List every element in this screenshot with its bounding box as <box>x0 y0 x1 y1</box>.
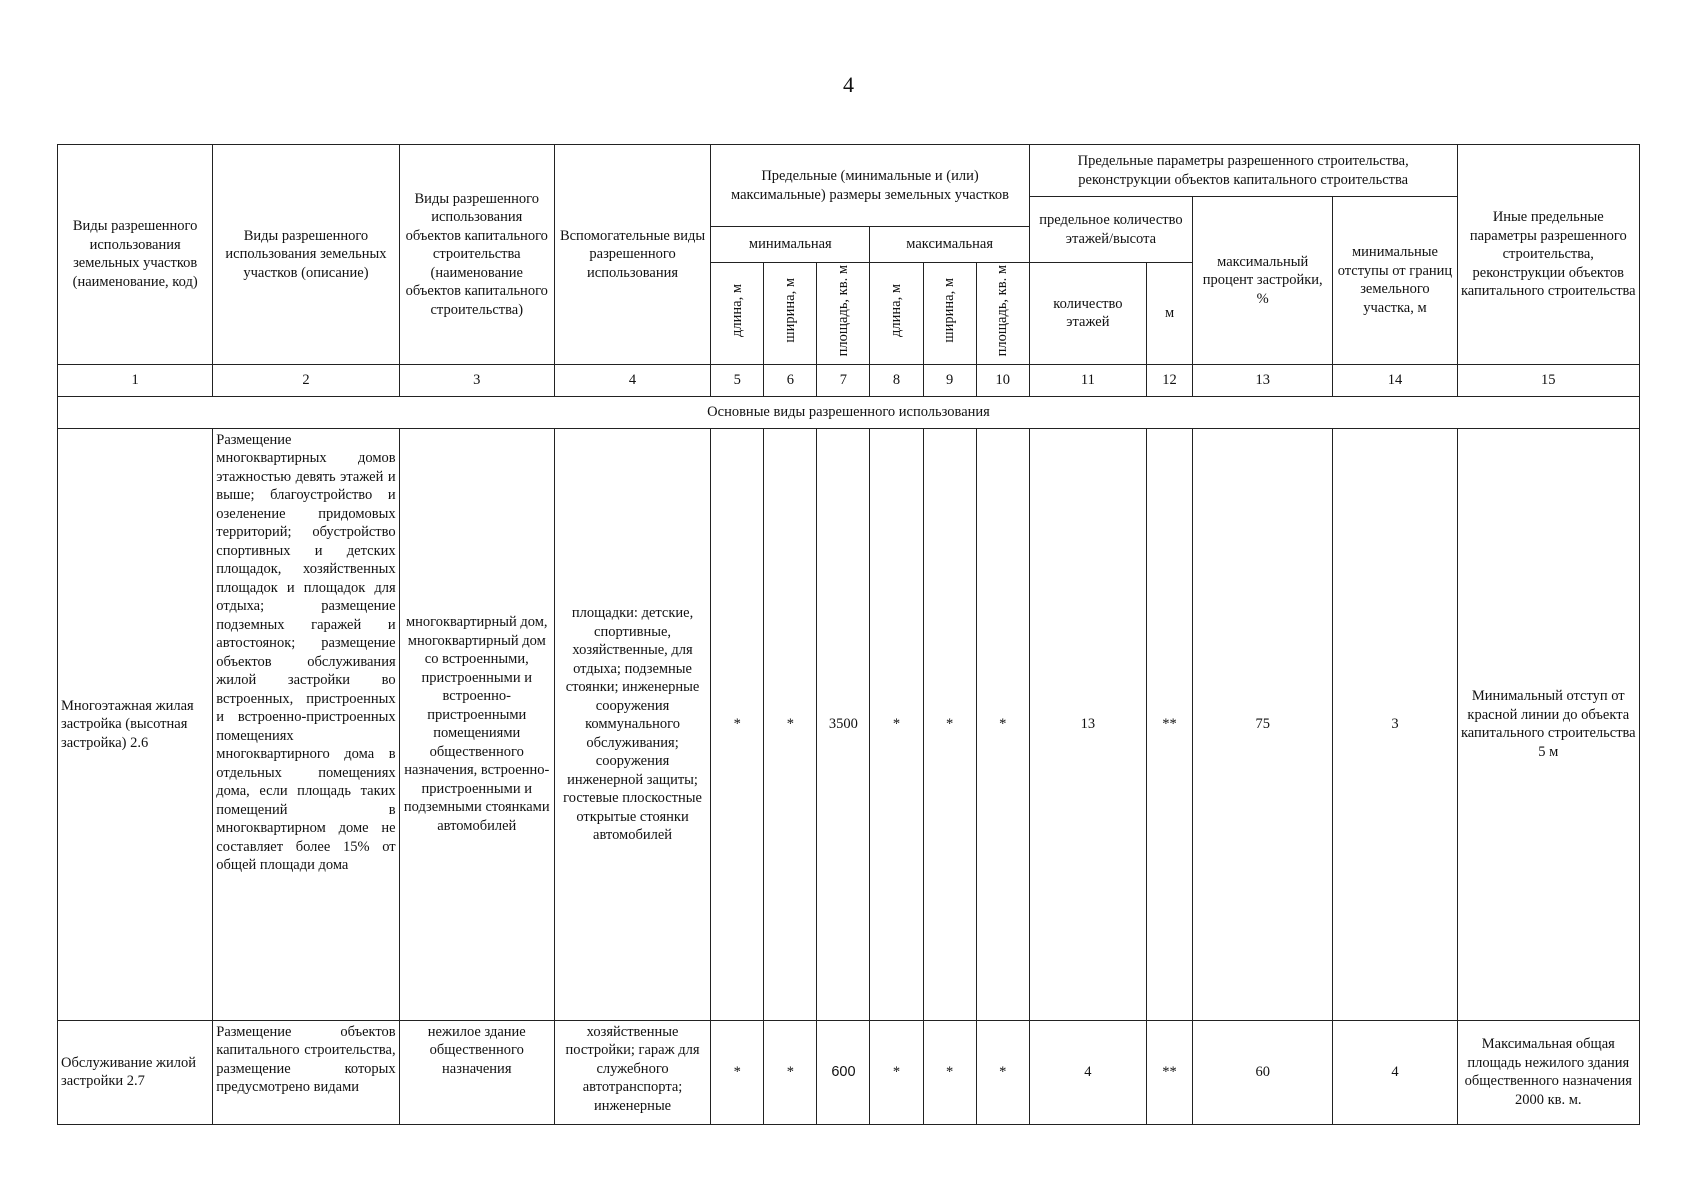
column-number: 9 <box>923 364 976 396</box>
max-area: * <box>976 1020 1029 1124</box>
max-build-percent: 60 <box>1193 1020 1333 1124</box>
header-meters: м <box>1147 263 1193 365</box>
height-meters: ** <box>1147 428 1193 1020</box>
max-build-percent: 75 <box>1193 428 1333 1020</box>
header-capital-objects: Виды разрешенного использования объектов капитального строительства (наименование объектов капитального строительства) <box>399 145 554 365</box>
header-floors-count: количество этажей <box>1029 263 1146 365</box>
column-number: 5 <box>711 364 764 396</box>
column-number: 3 <box>399 364 554 396</box>
column-number: 12 <box>1147 364 1193 396</box>
column-number: 8 <box>870 364 923 396</box>
min-length: * <box>711 1020 764 1124</box>
column-number: 13 <box>1193 364 1333 396</box>
header-max-area: площадь, кв. м <box>976 263 1029 365</box>
use-description: Размещение объектов капитального строительства, размещение которых предусмотрено видами <box>213 1020 399 1124</box>
column-number: 4 <box>554 364 710 396</box>
min-length: * <box>711 428 764 1020</box>
max-length: * <box>870 1020 923 1124</box>
use-type-name: Обслуживание жилой застройки 2.7 <box>58 1020 213 1124</box>
table-row <box>58 428 1640 1020</box>
header-min-area: площадь, кв. м <box>817 263 870 365</box>
max-area: * <box>976 428 1029 1020</box>
header-max-width: ширина, м <box>923 263 976 365</box>
column-numbers-row <box>58 364 1640 396</box>
column-number: 7 <box>817 364 870 396</box>
min-setback: 3 <box>1333 428 1457 1020</box>
header-minimum: минимальная <box>711 227 870 263</box>
floors-count: 4 <box>1029 1020 1146 1124</box>
use-type-name: Многоэтажная жилая застройка (высотная застройка) 2.6 <box>58 428 213 1020</box>
min-area: 600 <box>817 1020 870 1124</box>
header-use-type: Виды разрешенного использования земельных участков (наименование, код) <box>58 145 213 365</box>
floors-count: 13 <box>1029 428 1146 1020</box>
capital-objects: многоквартирный дом, многоквартирный дом со встроенными, пристроенными и встроенно-пристроенными помещениями общественного назначения, встроенно-пристроенными и подземными стоянками автомобилей <box>399 428 554 1020</box>
min-width: * <box>764 428 817 1020</box>
other-params: Максимальная общая площадь нежилого здания общественного назначения 2000 кв. м. <box>1457 1020 1639 1124</box>
other-params: Минимальный отступ от красной линии до объекта капитального строительства 5 м <box>1457 428 1639 1020</box>
capital-objects: нежилое здание общественного назначения <box>399 1020 554 1124</box>
header-min-setbacks: минимальные отступы от границ земельного участка, м <box>1333 197 1457 365</box>
min-setback: 4 <box>1333 1020 1457 1124</box>
header-maximum: максимальная <box>870 227 1029 263</box>
max-width: * <box>923 1020 976 1124</box>
section-title: Основные виды разрешенного использования <box>58 396 1640 428</box>
auxiliary-uses: площадки: детские, спортивные, хозяйственные, для отдыха; подземные стоянки; инженерные сооружения коммунального обслуживания; сооружения инженерной защиты; гостевые плоскостные открытые стоянки автомобилей <box>554 428 710 1020</box>
max-width: * <box>923 428 976 1020</box>
column-number: 11 <box>1029 364 1146 396</box>
header-use-description: Виды разрешенного использования земельных участков (описание) <box>213 145 399 365</box>
header-plot-size-group: Предельные (минимальные и (или) максимальные) размеры земельных участков <box>711 145 1030 227</box>
column-number: 6 <box>764 364 817 396</box>
min-area: 3500 <box>817 428 870 1020</box>
use-description: Размещение многоквартирных домов этажностью девять этажей и выше; благоустройство и озеленение придомовых территорий; обустройство спортивных и детских площадок, хозяйственных площадок и площадок для отдыха; размещение подземных гаражей и автостоянок; размещение объектов обслуживания жилой застройки во встроенных, пристроенных и встроенно-пристроенных помещениях многоквартирного дома в отдельных помещениях дома, если площадь таких помещений в многоквартирном доме не составляет более 15% от общей площади дома <box>213 428 399 1020</box>
zoning-table <box>57 144 1640 1125</box>
column-number: 2 <box>213 364 399 396</box>
column-number: 14 <box>1333 364 1457 396</box>
header-max-percent: максимальный процент застройки, % <box>1193 197 1333 365</box>
header-other-params: Иные предельные параметры разрешенного строительства, реконструкции объектов капитального строительства <box>1457 145 1639 365</box>
column-number: 15 <box>1457 364 1639 396</box>
page-number: 4 <box>843 72 854 97</box>
header-max-length: длина, м <box>870 263 923 365</box>
max-length: * <box>870 428 923 1020</box>
header-construction-params-group: Предельные параметры разрешенного строительства, реконструкции объектов капитального строительства <box>1029 145 1457 197</box>
height-meters: ** <box>1147 1020 1193 1124</box>
header-min-length: длина, м <box>711 263 764 365</box>
column-number: 10 <box>976 364 1029 396</box>
min-width: * <box>764 1020 817 1124</box>
column-number: 1 <box>58 364 213 396</box>
header-min-width: ширина, м <box>764 263 817 365</box>
auxiliary-uses: хозяйственные постройки; гараж для служебного автотранспорта; инженерные <box>554 1020 710 1124</box>
header-floors-height: предельное количество этажей/высота <box>1029 197 1192 263</box>
header-auxiliary-uses: Вспомогательные виды разрешенного использования <box>554 145 710 365</box>
table-row <box>58 1020 1640 1124</box>
